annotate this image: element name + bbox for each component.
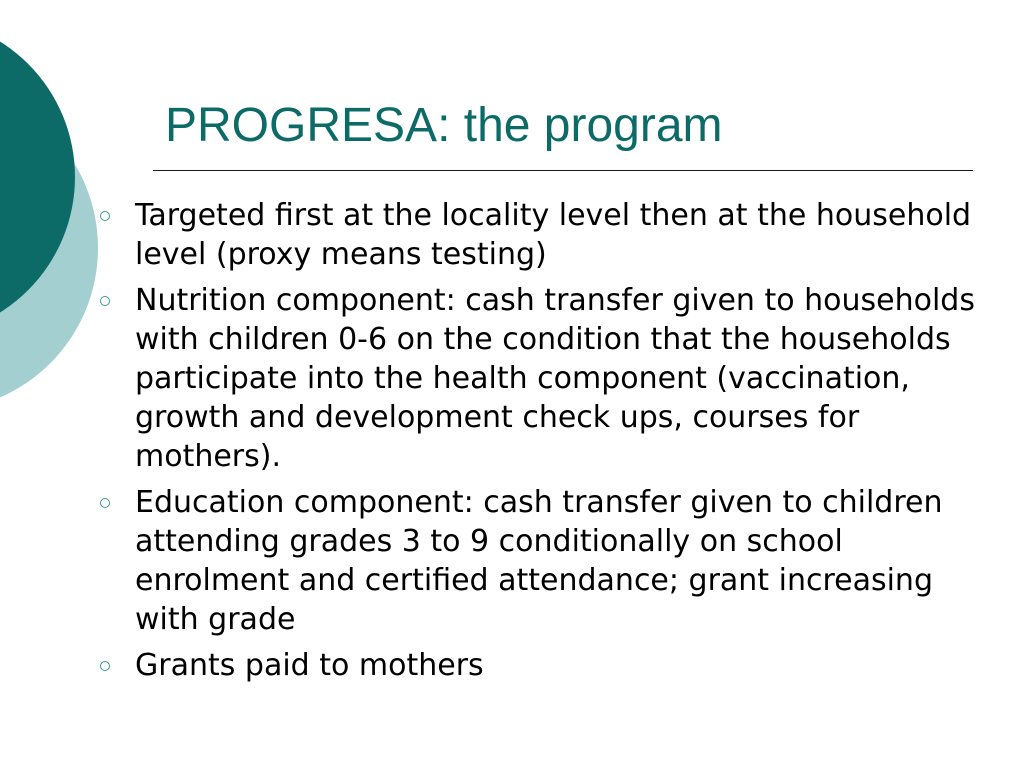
dark-teal-circle xyxy=(0,17,75,337)
bullet-circle-icon xyxy=(100,296,110,306)
bullet-item-nutrition xyxy=(96,281,976,476)
bullet-text: Targeted first at the locality level then at the household level (proxy means testing) xyxy=(135,198,972,272)
bullet-text: Education component: cash transfer given to children attending grades 3 to 9 conditionally on school enrolment and certified attendance; grant increasing with grade xyxy=(135,485,943,637)
bullet-list xyxy=(96,196,976,692)
bullet-item-education xyxy=(96,483,976,639)
title-divider xyxy=(153,170,973,171)
bullet-circle-icon xyxy=(100,661,110,671)
slide-title: PROGRESA: the program xyxy=(165,99,723,152)
bullet-text: Grants paid to mothers xyxy=(135,648,484,683)
bullet-circle-icon xyxy=(100,498,110,508)
bullet-circle-icon xyxy=(100,211,110,221)
bullet-text: Nutrition component: cash transfer given to households with children 0-6 on the condition that the households participate into the health component (vaccination, growth and development check ups, courses for mothers). xyxy=(135,283,975,474)
bullet-item-targeting xyxy=(96,196,976,274)
light-teal-circle xyxy=(0,85,98,411)
bullet-item-grants xyxy=(96,646,976,685)
